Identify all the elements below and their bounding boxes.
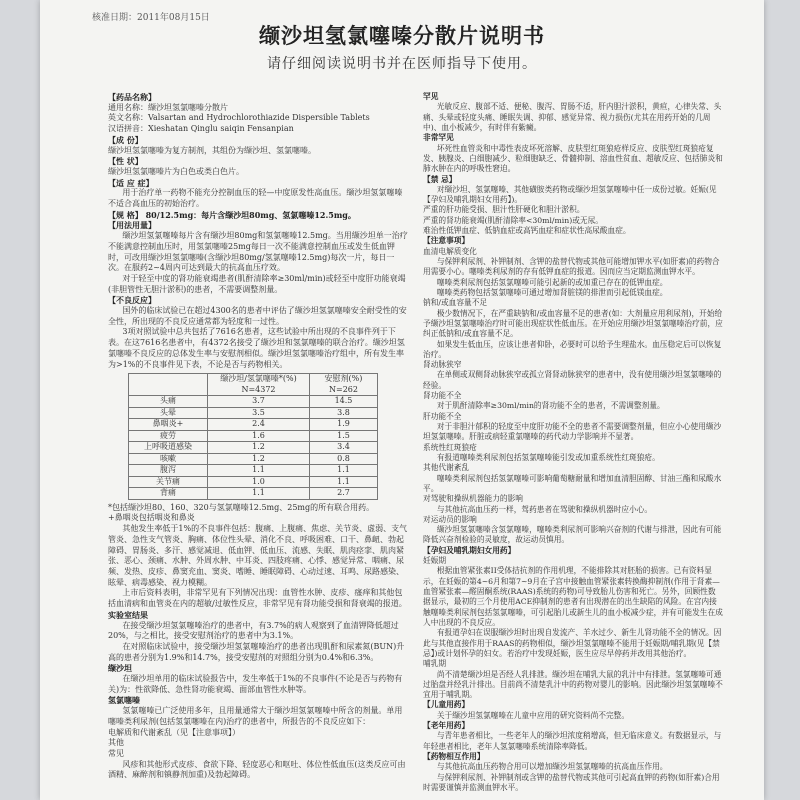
right-column <box>423 92 723 793</box>
paragraph: 通用名称：缬沙坦氢氯噻嗪分散片 <box>108 102 228 112</box>
paragraph: 噻嗪类利尿剂包括氢氯噻嗪可影响葡萄糖耐量和增加血清胆固醇、甘油三酯和尿酸水平。 <box>423 473 722 493</box>
paragraph: 3项对照试验中总共包括了7616名患者，这些试验中所出现的不良事件列于下表。在这7616名患者中，有4372名接受了缬沙坦和氢氯噻嗪的联合治疗。缬沙坦氢氯噻嗪不良反应的总体发生率与安慰剂相似。缬沙坦氢氯噻嗪治疗组中，所有发生率为>1%的不良事件见下表，不论是否与药物相关。 <box>108 327 405 369</box>
table-cell: 1.6 <box>208 430 310 442</box>
table-cell: 1.5 <box>309 430 377 442</box>
table-cell: 3.5 <box>208 407 310 419</box>
table-row <box>129 396 378 408</box>
section-heading: 【不良反应】 <box>108 295 156 306</box>
paragraph: 系统性红斑狼疮 <box>423 442 477 452</box>
section-heading: 【老年用药】 <box>423 721 470 731</box>
section-heading: 缬沙坦 <box>108 663 132 674</box>
table-cell: 关节痛 <box>129 476 208 488</box>
table-header-cell: 缬沙坦/氢氯噻嗪*(%) N=4372 <box>208 374 310 396</box>
revision-date: 核准日期：2011年08月15日 <box>92 13 210 23</box>
paragraph: 难治性低钾血症、低钠血症或高钙血症和症状性高尿酸血症。 <box>423 226 631 236</box>
paragraph: 在单侧或双侧肾动脉狭窄或孤立肾肾动脉狭窄的患者中，没有使用缬沙坦氢氯噻嗪的经验。 <box>423 370 722 390</box>
table-row <box>129 453 378 465</box>
table-cell: 3.4 <box>309 442 377 454</box>
paragraph: 缬沙坦氢氯噻嗪每片含有缬沙坦80mg和氢氯噻嗪12.5mg。当用缬沙坦单一治疗不能满意控制血压时，用氢氯噻嗪25mg每日一次不能满意控制血压或发生低血钾时，可改用缬沙坦氢氯噻嗪(含缬沙坦80mg/氢氯噻嗪12.5mg)每次一片，每日一次。在服药2~4周内可达到最大的抗高血压疗效。 <box>108 231 408 273</box>
paragraph: 与青年患者相比，一些老年人的缬沙坦浓度稍增高，但无临床意义。有数据显示，与年轻患者相比，老年人氢氯噻嗪系统清除率降低。 <box>423 731 722 751</box>
table-cell: 1.2 <box>208 442 310 454</box>
section-heading: 【孕妇及哺乳期妇女用药】 <box>423 545 516 555</box>
section-heading: 【性 状】 <box>108 156 143 167</box>
paragraph: 尚不清楚缬沙坦是否经人乳排泄。缬沙坦在哺乳大鼠的乳汁中有排泄。氢氯噻嗪可通过胎盘并经乳汁排出。目前尚不清楚乳汁中的药物对婴儿的影响。因此缬沙坦氢氯噻嗪不宜用于哺乳期。 <box>423 669 723 700</box>
paragraph: 严重的肝功能受损、胆汁性肝硬化和胆汁淤积。 <box>423 205 585 215</box>
section-heading: 【药品名称】 <box>108 92 156 102</box>
paragraph: 英文名称：Valsartan and Hydrochlorothiazide Dispersible Tablets <box>108 113 370 123</box>
table-cell: 上呼吸道感染 <box>129 442 208 454</box>
section-heading: 非常罕见 <box>423 133 454 143</box>
table-cell: 头晕 <box>129 407 208 419</box>
paragraph: 关于缬沙坦氢氯噻嗪在儿童中应用的研究资料尚不完整。 <box>436 710 630 720</box>
paragraph: 对于肌酐清除率≥30ml/min的肾功能不全的患者，不需调整剂量。 <box>436 401 665 411</box>
table-cell: 2.7 <box>309 488 377 500</box>
paragraph: 有报道孕妇在误服缬沙坦时出现自发流产、羊水过少、新生儿肾功能不全的情况。因此与其他直接作用于RAAS的药物相似，缬沙坦氢氯噻嗪不能用于妊娠期/哺乳期(见【禁忌】)或计划怀孕的妇女。若治疗中发现妊娠，医生应尽早停药并改用其他治疗。 <box>423 628 722 658</box>
section-heading: 【成 份】 <box>108 134 143 145</box>
section-heading: 罕见 <box>423 92 439 101</box>
paragraph: 缬沙坦氢氯噻嗪片为白色或类白色片。 <box>108 166 244 176</box>
paragraph: 噻嗪类药物包括氢氯噻嗪可通过增加肾脏镁的排泄而引起低镁血症。 <box>436 287 668 297</box>
paragraph: 上市后资料表明，非常罕见有下列情况出现：血管性水肿、皮疹、瘙痒和其他包括血清病和血管炎在内的超敏/过敏性反应，非常罕见有肾功能受损和肾衰竭的报道。 <box>108 588 407 609</box>
table-cell: 头痛 <box>129 396 208 408</box>
paragraph: 与保钾利尿剂、补钾制剂或含钾的盐替代物或其他可引起高血钾的药物(如肝素)合用时需要谨慎并监测血钾水平。 <box>423 772 720 792</box>
paragraph: *包括缬沙坦80、160、320与氢氯噻嗪12.5mg、25mg的所有联合用药。 <box>108 502 375 512</box>
paragraph: 缬沙坦氢氯噻嗪含氢氯噻嗪，噻嗪类利尿剂可影响兴奋剂的代谢与排泄，因此有可能降低兴奋剂检验的灵敏度，故运动员慎用。 <box>423 525 722 545</box>
table-row <box>129 430 378 442</box>
table-cell: 2.4 <box>208 419 310 431</box>
paragraph: 在接受缬沙坦氢氯噻嗪治疗的患者中，有3.7%的病人观察到了血清钾降低超过20%，与之相比，接受安慰剂治疗的患者中为3.1%。 <box>108 620 399 641</box>
table-cell: 鼻咽炎+ <box>129 419 208 431</box>
table-cell: 1.0 <box>208 476 310 488</box>
table-cell: 咳嗽 <box>129 453 208 465</box>
paragraph: 如果发生低血压，应该让患者仰卧，必要时可以给予生理盐水。血压稳定后可以恢复治疗。 <box>423 339 722 359</box>
table-cell: 1.9 <box>309 419 377 431</box>
paragraph: 肾功能不全 <box>423 391 462 401</box>
table-row <box>129 442 378 454</box>
table-cell: 腹泻 <box>129 465 208 477</box>
paragraph: 坏死性血管炎和中毒性表皮坏死溶解、皮肤型红斑狼疮样反应、皮肤型红斑狼疮复发、胰腺炎、白细胞减少、粒细胞缺乏、骨髓抑制、溶血性贫血、超敏反应、包括肺炎和肺水肿在内的呼吸性窘迫。 <box>423 143 723 174</box>
paragraph: 与保钾利尿剂、补钾制剂、含钾的盐替代物或其他可能增加钾水平(如肝素)的药物合用需要小心。噻嗪类利尿剂的存有低钾血症的报道。因而应当定期监测血钾水平。 <box>423 257 720 277</box>
table-cell: 3.7 <box>208 396 310 408</box>
table-cell: 1.1 <box>208 465 310 477</box>
left-column <box>108 92 408 781</box>
package-insert-sheet <box>40 0 764 800</box>
paragraph: +鼻咽炎包括咽炎和鼻炎 <box>108 513 195 523</box>
section-heading: 实验室结果 <box>108 609 148 620</box>
paragraph: 与其他抗高血压药物合用可以增加缬沙坦氢氯噻嗪的抗高血压作用。 <box>436 762 668 772</box>
table-header-cell <box>129 374 208 396</box>
paragraph: 噻嗪类利尿剂包括氢氯噻嗪可能引起新的或加重已存在的低钾血症。 <box>436 277 668 287</box>
paragraph: 肝功能不全 <box>423 411 462 421</box>
paragraph: 对驾驶和操纵机器能力的影响 <box>423 494 523 504</box>
section-heading: 【注意事项】 <box>423 236 470 246</box>
table-cell: 1.1 <box>309 465 377 477</box>
document-title: 缬沙坦氢氯噻嗪分散片说明书 <box>259 23 545 48</box>
paragraph: 对缬沙坦、氢氯噻嗪、其他磺胺类药物或缬沙坦氢氯噻嗪中任一成份过敏。妊娠(见【孕妇及哺乳期妇女用药】)。 <box>423 184 717 205</box>
table-row <box>129 465 378 477</box>
paragraph: 在缬沙坦单用的临床试验报告中，发生率低于1%的不良事件(不论是否与药物有关)为：性欲降低、急性肾功能衰竭、面部血管性水肿等。 <box>108 674 403 694</box>
paragraph: 对于轻至中度的肾功能衰竭患者(肌酐清除率≥30ml/min)或轻至中度肝功能衰竭(非胆管性无胆汁淤积)的患者，不需要调整剂量。 <box>108 273 406 294</box>
paragraph: 钠和/或血容量不足 <box>423 298 488 308</box>
section-heading: 【用法用量】 <box>108 220 156 231</box>
section-heading: 【规 格】 80/12.5mg：每片含缬沙坦80mg、氢氯噻嗪12.5mg。 <box>108 209 356 220</box>
section-heading: 【儿童用药】 <box>423 700 470 710</box>
table-row <box>129 488 378 500</box>
table-cell: 1.2 <box>208 453 310 465</box>
paragraph: 氢氯噻嗪已广泛使用多年，且用量通常大于缬沙坦氢氯噻嗪中所含的剂量。单用噻嗪类利尿剂(包括氢氯噻嗪在内)治疗的患者中，所报告的不良反应如下： <box>108 706 403 726</box>
table-cell: 1.1 <box>208 488 310 500</box>
paragraph: 对于非胆汁郁积的轻度至中度肝功能不全的患者不需要调整剂量，但应小心使用缬沙坦氢氯噻嗪。肝脏或病轻重氯噻嗪的药代动力学影响并不显著。 <box>423 422 722 442</box>
table-row <box>129 476 378 488</box>
paragraph: 严重的肾功能衰竭(肌酐清除率<30ml/min)或无尿。 <box>423 215 603 225</box>
paragraph: 常见 <box>108 748 124 758</box>
paragraph: 妊娠期 <box>423 556 447 566</box>
section-heading: 氢氯噻嗪 <box>108 695 140 706</box>
table-cell: 3.8 <box>309 407 377 419</box>
paragraph: 用于治疗单一药物不能充分控制血压的轻—中度原发性高血压。缬沙坦氢氯噻嗪不适合高血压的初始治疗。 <box>108 188 403 209</box>
paragraph: 对运动员的影响 <box>423 514 477 524</box>
section-heading: 【禁 忌】 <box>423 174 457 184</box>
paragraph: 其他 <box>108 738 124 748</box>
paragraph: 哺乳期 <box>423 659 447 669</box>
paragraph: 有报道噻嗪类利尿剂包括氢氯噻嗪能引发或加重系统性红斑狼疮。 <box>436 452 660 462</box>
paragraph: 在对照临床试验中，接受缬沙坦氢氯噻嗪治疗的患者出现肌酐和尿素氮(BUN)升高的患者分别为1.9%和14.7%，接受安慰剂的对照组分别为0.4%和6.3%。 <box>108 641 405 662</box>
table-row <box>129 407 378 419</box>
table-cell: 1.1 <box>309 476 377 488</box>
document-subtitle: 请仔细阅读说明书并在医师指导下使用。 <box>267 56 537 72</box>
section-heading: 【适 应 症】 <box>108 177 154 188</box>
table-cell: 0.8 <box>309 453 377 465</box>
paragraph: 血清电解质变化 <box>423 246 477 256</box>
table-cell: 背痛 <box>129 488 208 500</box>
paragraph: 电解质和代谢紊乱（见【注意事项】） <box>108 727 240 737</box>
paragraph: 根据血管紧张素II受体拮抗剂的作用机理，不能排除其对胚胎的损害。已有资料显示，在妊娠的第4~6月和第7~9月在子宫中接触血管紧张素转换酶抑制剂(作用于肾素—血管紧张素—醛固酮系统(RAAS)系统的药物)可导致胎儿伤害和死亡。另外，回顾性数据显示，最初的三个月使用ACE抑制剂的患者有出现潜在的出生缺陷的风险。在宫内接触噻嗪类利尿剂包括氢氯噻嗪，可引起胎儿或新生儿的血小板减少症，并有可能发生在成人中出现的不良反应。 <box>423 566 723 627</box>
paragraph: 风疹和其他形式皮疹、食欲下降、轻度恶心和呕吐、体位性低血压(这类反应可由酒精、麻醉剂和镇静剂加重)及勃起障碍。 <box>108 759 406 780</box>
paragraph: 其他发生率低于1%的不良事件包括：腹痛、上腹痛、焦虑、关节炎、虚弱、支气管炎、急性支气管炎、胸痛、体位性头晕、消化不良、呼吸困难、口干、鼻衄、勃起障碍、胃肠炎、多汗、感觉减退、低血钾、低血压、流感、失眠、肌肉痉挛、肌肉紧张、恶心、颈痛、水肿、外周水肿、中耳炎、四肢疼痛、心悸、感觉异常、咽痛、尿频、发热、皮疹、鼻窦充血、窦炎、嗜睡、睡眠障碍、心动过速、耳鸣、尿路感染、眩晕、病毒感染、视力模糊。 <box>108 524 408 587</box>
paragraph: 国外的临床试验已在超过4300名的患者中评估了缬沙坦氢氯噻嗪安全耐受性的安全性，所出现的不良反应通常都为轻度和一过性。 <box>108 306 407 326</box>
table-row <box>129 419 378 431</box>
table-cell: 疲劳 <box>129 430 208 442</box>
table-header-cell: 安慰剂(%) N=262 <box>309 374 377 396</box>
table-cell: 14.5 <box>309 396 377 408</box>
paragraph: 与其他抗高血压药一样，驾药患者在驾驶和操纵机器时应小心。 <box>436 504 653 514</box>
paragraph: 极少数情况下，在严重缺钠和/或血容量不足的患者(如：大剂量应用利尿剂)，开始给予缬沙坦氢氯噻嗪治疗时可能出现症状性低血压。在开始应用缬沙坦氢氯噻嗪治疗前，应纠正低钠和/或血容量不足。 <box>423 308 723 339</box>
adverse-events-table <box>128 373 378 500</box>
section-heading: 【药物相互作用】 <box>423 752 485 761</box>
paragraph: 肾动脉狭窄 <box>423 360 462 370</box>
paragraph: 汉语拼音：Xieshatan Qinglu saiqin Fensanpian <box>108 124 294 134</box>
paragraph: 光敏反应、腹部不适、便秘、腹泻、胃肠不适，肝内胆汁淤积，黄疸，心律失常、头痛、头晕或轻度头痛、睡眠失调、抑郁、感觉异常、视力损伤(尤其在用药开始的几周中)、血小板减少，有时伴有紫癜。 <box>423 102 722 132</box>
paragraph: 其他代谢紊乱 <box>423 463 470 473</box>
paragraph: 缬沙坦氢氯噻嗪为复方制剂，其组份为缬沙坦、氢氯噻嗪。 <box>108 145 316 155</box>
